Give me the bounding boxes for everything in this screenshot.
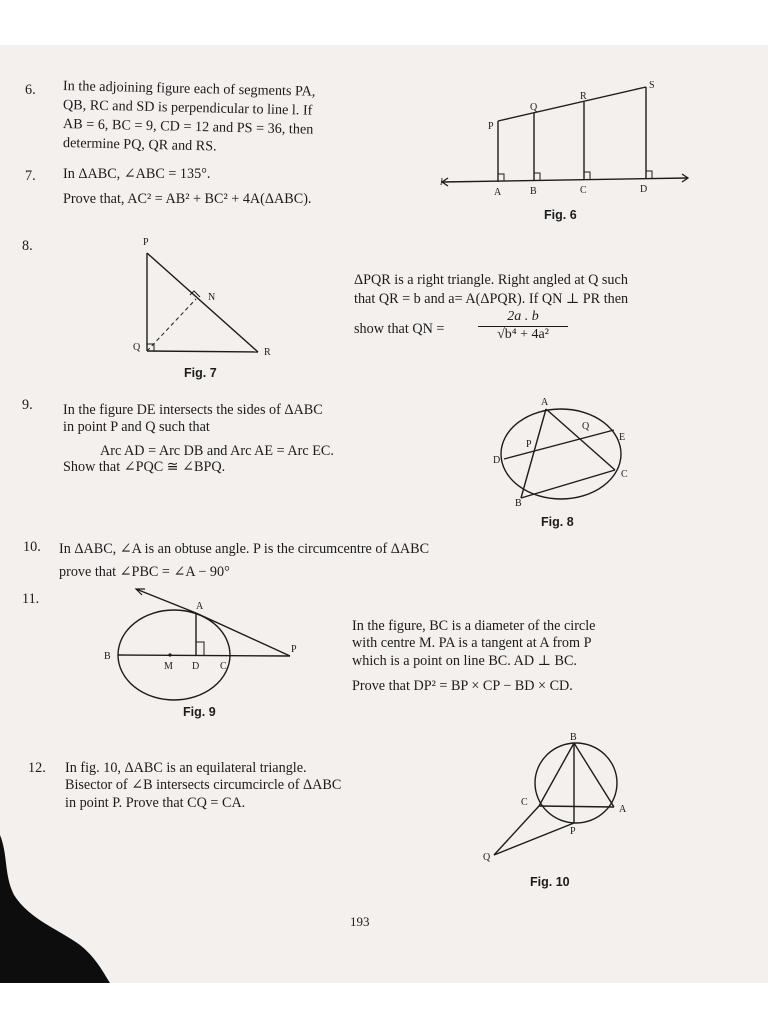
problem-11-line-4: Prove that DP² = BP × CP − BD × CD. [352, 678, 573, 694]
fig-9-label-c: C [220, 661, 227, 672]
fig-10-label-b: B [570, 732, 577, 743]
fig-8-label-a: A [541, 397, 549, 408]
fig-8-label-e: E [619, 432, 626, 443]
fig-6-label-r: R [580, 91, 587, 102]
problem-12-line-3: in point P. Prove that CQ = CA. [65, 795, 246, 811]
fig-8-diagram [484, 397, 644, 517]
problem-12-number: 12. [28, 760, 46, 776]
fig-7-diagram [130, 235, 290, 365]
problem-11-number: 11. [22, 591, 40, 607]
problem-6-line-1: In the adjoining figure each of segments PA, [62, 78, 316, 100]
fig-6-label-b: B [530, 186, 537, 197]
fig-6-label-c: C [580, 185, 587, 196]
fig-7-label-q: Q [133, 342, 141, 353]
fig-6-label-l: l [440, 177, 443, 188]
problem-8-line-2: that QR = b and a= A(ΔPQR). If QN ⊥ PR then [354, 291, 629, 307]
fig-7-label-n: N [208, 292, 216, 303]
problem-11-line-2: with centre M. PA is a tangent at A from P [352, 635, 592, 651]
fig-6-label-d: D [640, 184, 648, 195]
fig-6-label-s: S [649, 80, 655, 91]
problem-9-number: 9. [22, 397, 33, 413]
problem-9-line-1: In the figure DE intersects the sides of ΔABC [63, 402, 323, 418]
problem-7-line-2: Prove that, AC² = AB² + BC² + 4A(ΔABC). [63, 191, 312, 207]
problem-7-line-1: In ΔABC, ∠ABC = 135°. [63, 166, 211, 182]
fig-6-label-p: P [488, 121, 494, 132]
fig-8-caption: Fig. 8 [541, 515, 574, 529]
problem-11-line-1: In the figure, BC is a diameter of the circle [352, 618, 596, 634]
problem-8-number: 8. [22, 238, 33, 254]
fig-6-caption: Fig. 6 [544, 208, 577, 222]
problem-10-line-1: In ΔABC, ∠A is an obtuse angle. P is the circumcentre of ΔABC [59, 541, 430, 557]
problem-6-line-2: QB, RC and SD is perpendicular to line l. If [62, 97, 313, 119]
fig-10-diagram [478, 733, 628, 873]
fig-6-label-a: A [494, 187, 502, 198]
qn-formula [478, 309, 568, 343]
fig-8-label-d: D [493, 455, 501, 466]
problem-12-line-2: Bisector of ∠B intersects circumcircle of ΔABC [65, 777, 342, 793]
qn-formula-numerator: 2a . b [507, 309, 539, 324]
fig-9-label-m: M [164, 661, 173, 672]
fig-10-label-p: P [570, 826, 576, 837]
fig-8-label-b: B [515, 498, 522, 509]
problem-8-line-3: show that QN = [354, 321, 445, 337]
problem-9-line-3: Arc AD = Arc DB and Arc AE = Arc EC. [100, 443, 334, 459]
fig-8-label-p: P [526, 439, 532, 450]
fig-7-label-p: P [143, 237, 149, 248]
fig-9-caption: Fig. 9 [183, 705, 216, 719]
problem-6-line-4: determine PQ, QR and RS. [62, 135, 217, 155]
problem-12-line-1: In fig. 10, ΔABC is an equilateral triangle. [65, 760, 307, 776]
problem-10-line-2: prove that ∠PBC = ∠A − 90° [59, 564, 230, 580]
problem-8-line-1: ΔPQR is a right triangle. Right angled at Q such [354, 272, 628, 288]
fig-6-diagram [436, 75, 696, 205]
fig-9-label-d: D [192, 661, 200, 672]
fig-9-label-b: B [104, 651, 111, 662]
fig-8-label-q: Q [582, 421, 590, 432]
problem-6-line-3: AB = 6, BC = 9, CD = 12 and PS = 36, then [62, 116, 314, 138]
qn-formula-denominator: √b⁴ + 4a² [478, 326, 568, 343]
fig-9-diagram [100, 585, 310, 705]
problem-11-line-3: which is a point on line BC. AD ⊥ BC. [352, 653, 577, 669]
fig-9-label-p: P [291, 644, 297, 655]
problem-10-number: 10. [23, 539, 41, 555]
fig-6-label-q: Q [530, 102, 538, 113]
fig-10-label-q: Q [483, 852, 491, 863]
fig-9-label-a: A [196, 601, 204, 612]
fig-10-label-a: A [619, 804, 627, 815]
problem-9-line-2: in point P and Q such that [63, 419, 210, 435]
problem-7-number: 7. [25, 168, 36, 184]
page-number: 193 [350, 914, 370, 929]
book-page [0, 45, 768, 983]
torn-corner [0, 835, 110, 983]
problem-6-number: 6. [25, 82, 36, 98]
fig-10-caption: Fig. 10 [530, 875, 570, 889]
problem-9-line-4: Show that ∠PQC ≅ ∠BPQ. [63, 459, 226, 475]
fig-7-caption: Fig. 7 [184, 366, 217, 380]
fig-10-label-c: C [521, 797, 528, 808]
fig-8-label-c: C [621, 469, 628, 480]
fig-7-label-r: R [264, 347, 271, 358]
